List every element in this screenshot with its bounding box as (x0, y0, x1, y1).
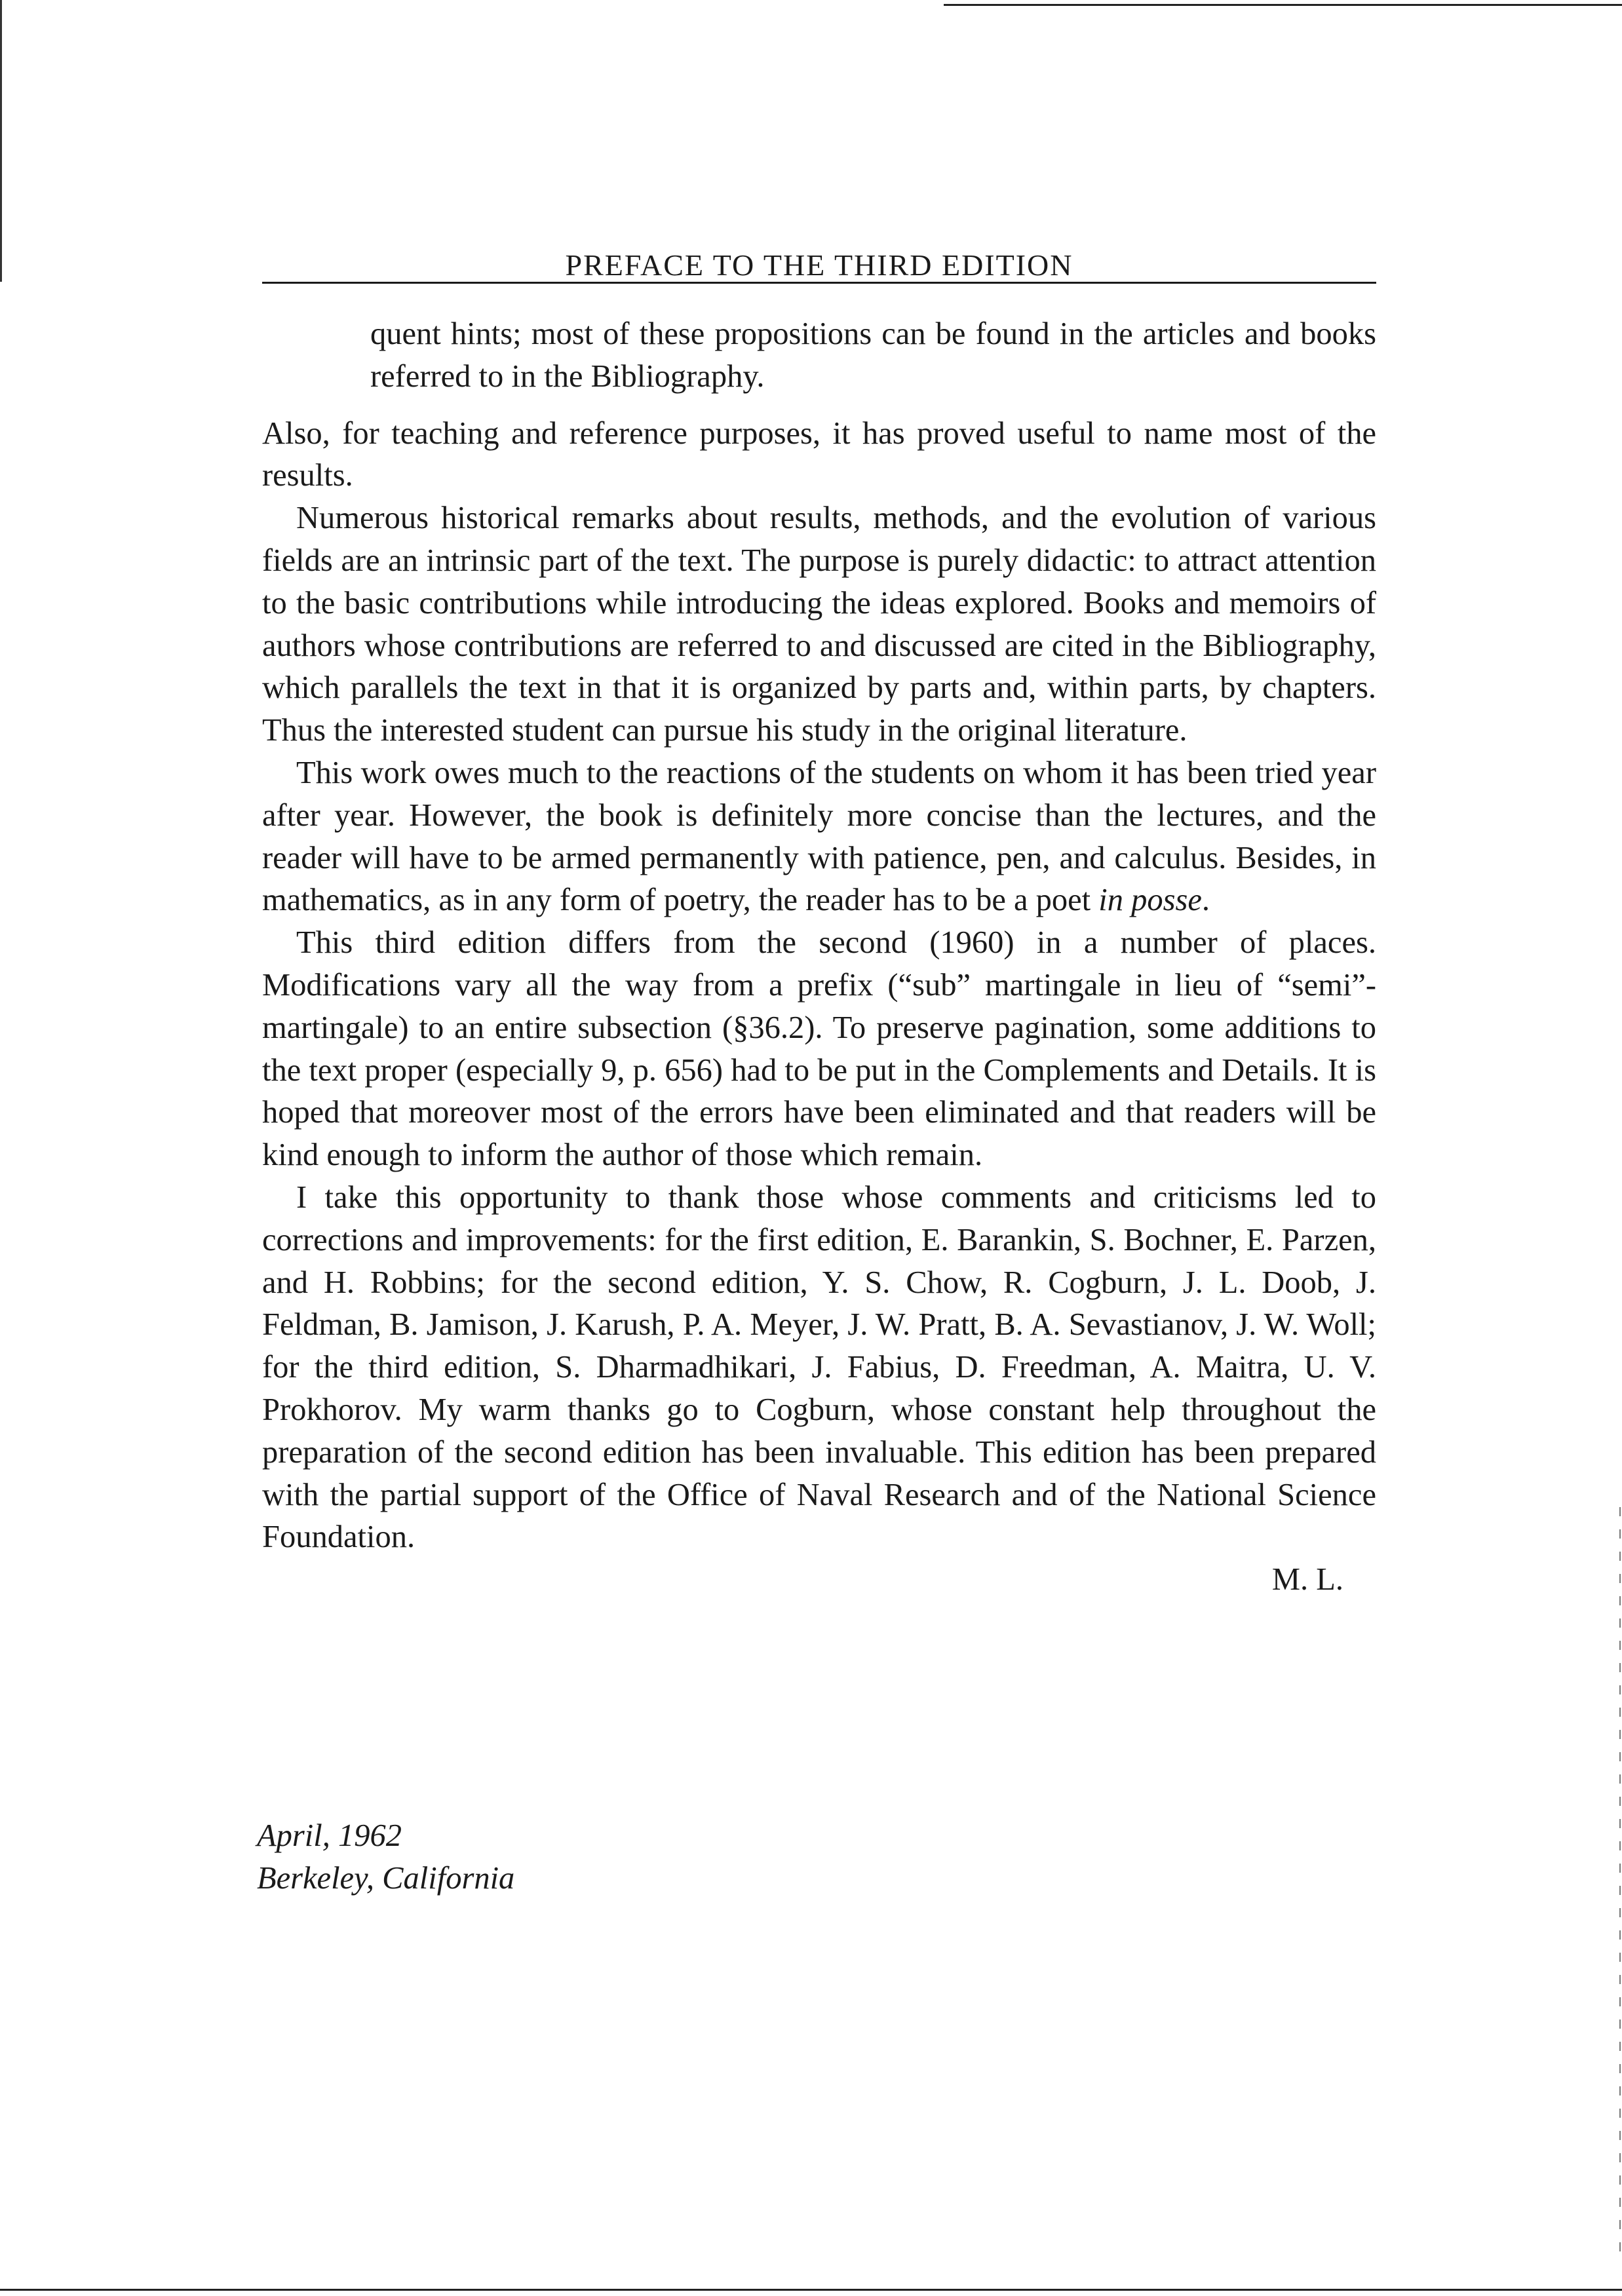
paragraph-history: Numerous historical remarks about results, methods, and the evolution of various fields are an intrinsic part of the text. The purpose is purely didactic: to attract attention to the basic contributions while introducing the ideas explored. Books and memoirs of authors whose contributions are referred to and discussed are cited in the Bibliography, which parallels the text in that it is organized by parts and, within parts, by chapters. Thus the interested student can pursue his study in the original literature. (262, 501, 1376, 748)
dateline (257, 1815, 514, 1900)
scan-edge-top (944, 4, 1622, 6)
running-header: PREFACE TO THE THIRD EDITION (565, 248, 1073, 282)
paragraph-results: Also, for teaching and reference purposes, it has proved useful to name most of the results. (262, 415, 1376, 493)
in-posse-emphasis: in posse (1098, 883, 1202, 918)
scan-edge-right (1619, 1507, 1621, 2261)
scan-edge-bottom (0, 2289, 1622, 2291)
signature: M. L. (1271, 1562, 1343, 1598)
paragraph-acknowledgments: I take this opportunity to thank those whose comments and criticisms led to corrections and improvements: for the first edition, E. Barankin, S. Bochner, E. Parzen, and H. Robbins; for the second edition, Y. S. Chow, R. Cogburn, J. L. Doob, J. Feldman, B. Jamison, J. Karush, P. A. Meyer, J. W. Pratt, B. A. Sevastianov, J. W. Woll; for the third edition, S. Dharmadhikari, J. Fabius, D. Freedman, A. Maitra, U. V. Prokhorov. My warm thanks go to Cogburn, whose constant help throughout the preparation of the second edition has been invaluable. This edition has been prepared with the partial support of the Office of Naval Research and of the National Science Foundation. (262, 1179, 1376, 1555)
scan-edge-left (0, 0, 2, 282)
paragraph-students-text: This work owes much to the reactions of the students on whom it has been tried year after year. However, the book is definitely more concise than the lectures, and the reader will have to be armed permanently with patience, pen, and calculus. Besides, in mathematics, as in any form of poetry, the reader has to be a poet (262, 755, 1376, 918)
header-rule (262, 282, 1376, 284)
paragraph-students-end: . (1201, 883, 1210, 918)
preface-text (262, 313, 1376, 1601)
paragraph-third-edition: This third edition differs from the second (1960) in a number of places. Modifications vary all the way from a prefix (“sub” martingale in lieu of “semi”-martingale) to an entire subsection (§36.2). To preserve pagination, some additions to the text proper (especially 9, p. 656) had to be put in the Complements and Details. It is hoped that moreover most of the errors have been eliminated and that readers will be kind enough to inform the author of those which remain. (262, 925, 1376, 1173)
place: Berkeley, California (257, 1860, 515, 1896)
paragraph-students (262, 752, 1376, 922)
quoted-text: quent hints; most of these propositions can be found in the articles and books referred to in the Bibliography. (370, 316, 1376, 394)
date: April, 1962 (257, 1818, 402, 1853)
